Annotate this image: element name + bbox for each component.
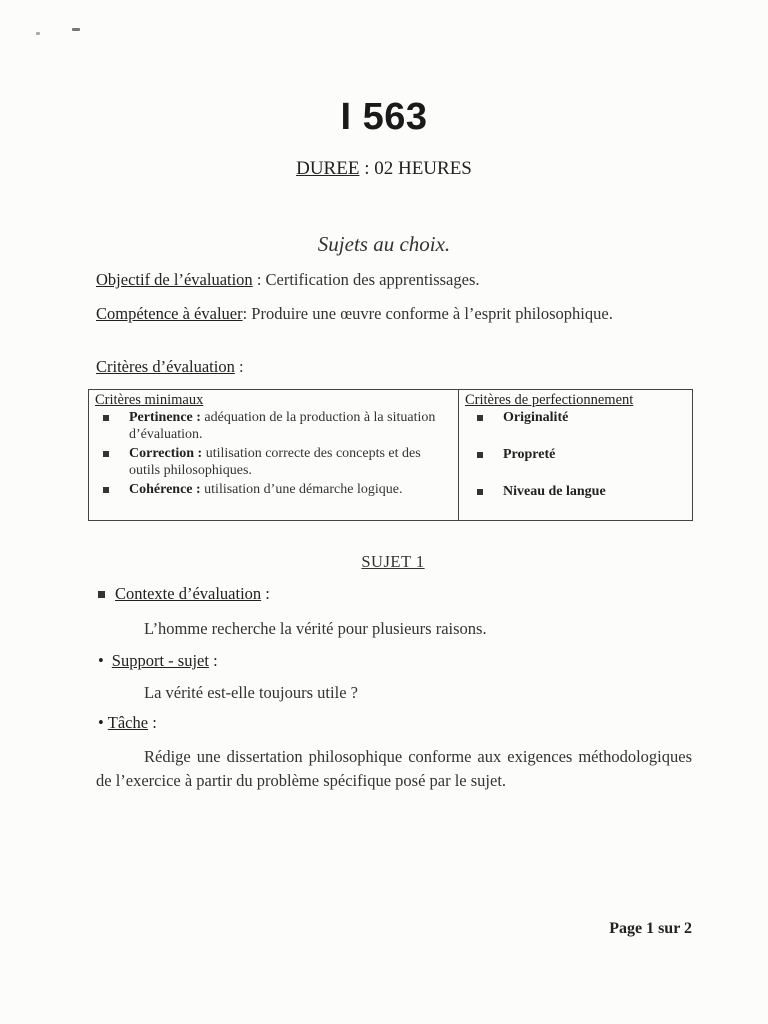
support-heading <box>98 651 218 671</box>
perfection-label: Propreté <box>503 447 556 462</box>
perfection-item <box>465 446 686 483</box>
objectif-line <box>96 270 692 290</box>
scan-mark <box>72 28 80 31</box>
tache-label: Tâche <box>107 713 149 732</box>
tache-suffix: : <box>148 713 157 732</box>
contexte-heading <box>98 584 270 604</box>
criteria-table <box>88 389 693 521</box>
perfection-item <box>465 409 686 446</box>
criteria-minimaux-cell <box>89 390 459 521</box>
bullet-dot-icon: • <box>98 651 104 670</box>
perfectionnement-header: Critères de perfectionnement <box>465 392 634 408</box>
criteres-line <box>96 357 692 377</box>
competence-line <box>96 302 692 325</box>
criteria-desc: utilisation correcte des concepts et des outils philosophiques. <box>129 446 421 478</box>
criteria-item <box>95 445 452 479</box>
perfection-label: Originalité <box>503 410 569 425</box>
minimaux-header: Critères minimaux <box>95 392 204 408</box>
duration <box>0 158 768 180</box>
support-suffix: : <box>208 651 218 670</box>
bullet-square-icon <box>477 415 483 421</box>
criteres-suffix: : <box>234 357 244 376</box>
support-text: La vérité est-elle toujours utile ? <box>144 683 358 702</box>
criteria-desc: utilisation d’une démarche logique. <box>200 482 403 497</box>
criteria-term: Cohérence : <box>129 482 201 497</box>
bullet-dot-icon: • <box>98 713 104 732</box>
bullet-square-icon <box>103 451 109 457</box>
criteria-perfectionnement-cell <box>459 390 693 521</box>
tache-heading <box>98 713 157 733</box>
bullet-square-icon <box>103 487 109 493</box>
bullet-square-icon <box>98 591 105 598</box>
bullet-square-icon <box>103 415 109 421</box>
objectif-label: Objectif de l’évaluation <box>96 270 253 289</box>
exam-code: I 563 <box>340 96 428 138</box>
perfection-item <box>465 483 686 520</box>
criteres-label: Critères d’évaluation <box>96 357 235 376</box>
scan-mark <box>36 32 40 35</box>
page-number: Page 1 sur 2 <box>609 920 692 937</box>
contexte-text: L’homme recherche la vérité pour plusieurs raisons. <box>144 619 487 638</box>
objectif-text: : Certification des apprentissages. <box>252 270 480 289</box>
competence-text: : Produire une œuvre conforme à l’esprit philosophique. <box>242 304 613 323</box>
bullet-square-icon <box>477 452 483 458</box>
criteria-desc: adéquation de la production à la situation d’évaluation. <box>129 410 436 442</box>
support-label: Support - sujet <box>111 651 209 670</box>
criteria-term: Pertinence : <box>129 410 201 425</box>
competence-label: Compétence à évaluer <box>96 304 243 323</box>
criteria-item <box>95 481 452 498</box>
page-subtitle: Sujets au choix. <box>317 232 451 256</box>
contexte-label: Contexte d’évaluation <box>115 584 262 603</box>
contexte-suffix: : <box>261 584 270 603</box>
duration-label: DUREE <box>296 158 360 179</box>
criteria-term: Correction : <box>129 446 203 461</box>
criteria-item <box>95 409 452 443</box>
bullet-square-icon <box>477 489 483 495</box>
tache-text: Rédige une dissertation philosophique conforme aux exigences méthodologiques de l’exercice à partir du problème spécifique posé par le sujet. <box>96 747 692 790</box>
duration-value: : 02 HEURES <box>364 158 472 179</box>
perfection-label: Niveau de langue <box>503 484 606 499</box>
sujet-title: SUJET 1 <box>361 552 425 571</box>
